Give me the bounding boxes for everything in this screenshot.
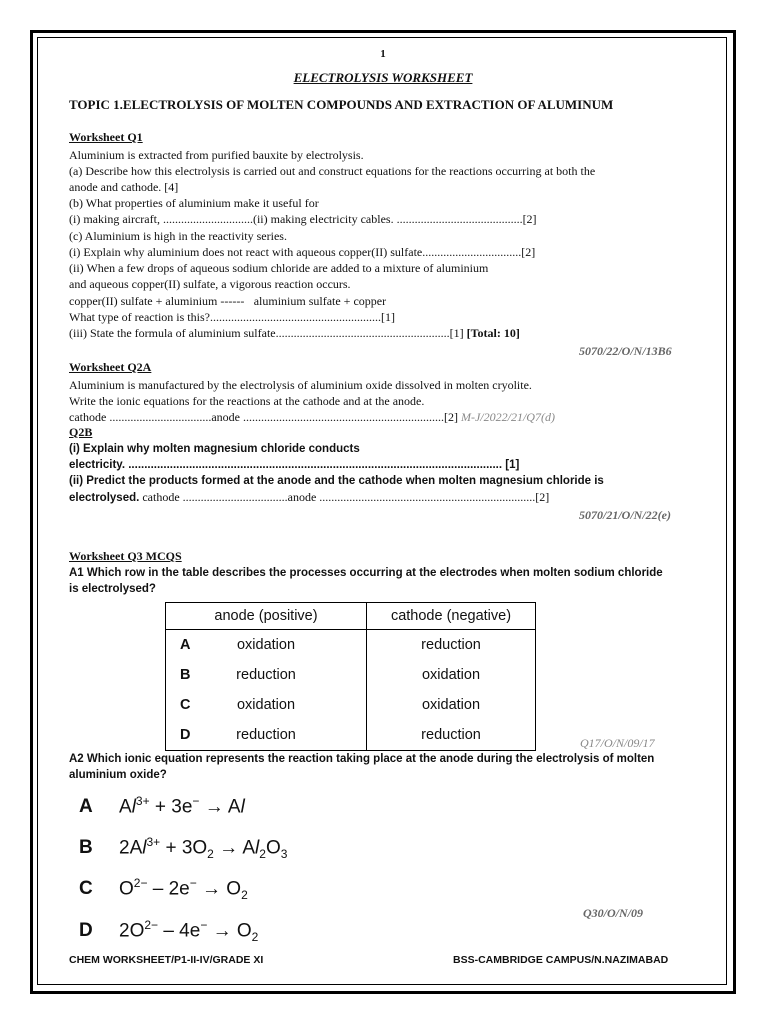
q2b-electrolysed: electrolysed. [69, 492, 140, 504]
topic-heading: TOPIC 1.ELECTROLYSIS OF MOLTEN COMPOUNDS AND EXTRACTION OF ALUMINUM [69, 97, 614, 112]
anode-value: reduction [236, 667, 296, 683]
q3-a1-reference: Q17/O/N/09/17 [580, 736, 655, 750]
row-letter: A [180, 637, 191, 653]
table-header-row [166, 603, 536, 630]
q1-line: (i) Explain why aluminium does not react with aqueous copper(II) sulfate.................................[2] [69, 245, 536, 259]
footer-left: CHEM WORKSHEET/P1-II-IV/GRADE XI [69, 954, 264, 966]
option-c: C $O^{2-} - 2e^- \to O_2$ [79, 876, 248, 903]
q3-a1-label: A1 [69, 567, 84, 579]
q2b-i-line2: electricity. ..................................................................................................................... [1] [69, 459, 520, 471]
q3-a2-reference: Q30/O/N/09 [583, 906, 643, 920]
table-cell-anode [166, 660, 367, 690]
table-cell-anode [166, 630, 367, 661]
q2b-ii-line2 [69, 490, 549, 506]
q3-a1-line1 [69, 566, 663, 581]
q2a-line: Aluminium is manufactured by the electrolysis of aluminium oxide dissolved in molten cryolite. [69, 378, 532, 392]
option-letter: D [79, 920, 93, 942]
table-row [166, 660, 536, 690]
table-header-anode: anode (positive) [166, 603, 367, 630]
q2a-heading: Worksheet Q2A [69, 360, 152, 374]
q1-line: and aqueous copper(II) sulfate, a vigorous reaction occurs. [69, 277, 351, 291]
q3-a1-text: Which row in the table describes the processes occurring at the electrodes when molten sodium chloride [83, 567, 663, 579]
table-header-cathode: cathode (negative) [367, 603, 536, 630]
q2b-reference: 5070/21/O/N/22(e) [579, 508, 671, 522]
table-row [166, 720, 536, 751]
q1-line: What type of reaction is this?.........................................................[1] [69, 310, 395, 324]
table-cell-anode [166, 720, 367, 751]
q1-line: copper(II) sulfate + aluminium ------ aluminium sulfate + copper [69, 294, 387, 308]
option-a: A $Al^{3+} + 3e^- \to Al$ [79, 794, 245, 818]
q3-a2-label: A2 [69, 753, 84, 765]
q3-a1-line2: is electrolysed? [69, 583, 156, 595]
option-letter: B [79, 837, 93, 859]
table-cell-cathode: reduction [367, 720, 536, 751]
q1-last-line [69, 326, 520, 341]
q1-line: (i) making aircraft, ..............................(ii) making electricity cables. ..........................................[2] [69, 212, 537, 226]
row-letter: B [180, 667, 191, 683]
page-number: 1 [380, 48, 386, 60]
q2a-reference: M-J/2022/21/Q7(d) [460, 410, 555, 424]
q1-line: (b) What properties of aluminium make it useful for [69, 196, 319, 210]
q3-a2-line2: aluminium oxide? [69, 769, 167, 781]
q3-heading: Worksheet Q3 MCQS [69, 549, 182, 563]
q1-total: [Total: 10] [466, 326, 520, 340]
anode-value: oxidation [236, 637, 296, 653]
row-letter: C [180, 697, 191, 713]
q1-line: (c) Aluminium is high in the reactivity series. [69, 229, 287, 243]
q2b-heading: Q2B [69, 425, 93, 439]
q2b-i-line1: (i) Explain why molten magnesium chloride conducts [69, 443, 360, 455]
q1-line: Aluminium is extracted from purified bauxite by electrolysis. [69, 148, 364, 162]
q1-reference: 5070/22/O/N/13B6 [579, 344, 672, 358]
option-b: B $2Al^{3+} + 3O_2 \to Al_2O_3$ [79, 835, 288, 862]
q3-a2-line1 [69, 752, 654, 767]
footer-right: BSS-CAMBRIDGE CAMPUS/N.NAZIMABAD [453, 954, 669, 966]
q2b-answer: cathode ...................................anode ........................................................................[2] [139, 490, 550, 504]
row-letter: D [180, 727, 191, 743]
q1-formula-question: (iii) State the formula of aluminium sulfate..........................................................[1] [69, 326, 464, 340]
q1-line: anode and cathode. [4] [69, 180, 179, 194]
q2a-answer-line [69, 410, 555, 425]
option-d: D $2O^{2-} - 4e^- \to O_2$ [79, 918, 259, 945]
table-row [166, 690, 536, 720]
table-cell-cathode: reduction [367, 630, 536, 661]
q1-heading: Worksheet Q1 [69, 130, 143, 144]
q1-line: (a) Describe how this electrolysis is carried out and construct equations for the reactions occurring at both the [69, 164, 596, 178]
electrode-process-table [165, 602, 536, 751]
q2a-line: Write the ionic equations for the reactions at the cathode and at the anode. [69, 394, 425, 408]
option-letter: C [79, 878, 93, 900]
q1-line: (ii) When a few drops of aqueous sodium chloride are added to a mixture of aluminium [69, 261, 489, 275]
table-cell-anode [166, 690, 367, 720]
q2a-cathode-anode: cathode ..................................anode ...................................................................[2] [69, 410, 458, 424]
worksheet-title: ELECTROLYSIS WORKSHEET [293, 70, 473, 85]
table-cell-cathode: oxidation [367, 690, 536, 720]
anode-value: oxidation [236, 697, 296, 713]
table-cell-cathode: oxidation [367, 660, 536, 690]
option-letter: A [79, 796, 93, 818]
table-row [166, 630, 536, 661]
q3-a2-text: Which ionic equation represents the reaction taking place at the anode during the electrolysis of molten [83, 753, 655, 765]
anode-value: reduction [236, 727, 296, 743]
q2b-ii-line1: (ii) Predict the products formed at the anode and the cathode when molten magnesium chloride is [69, 475, 604, 487]
